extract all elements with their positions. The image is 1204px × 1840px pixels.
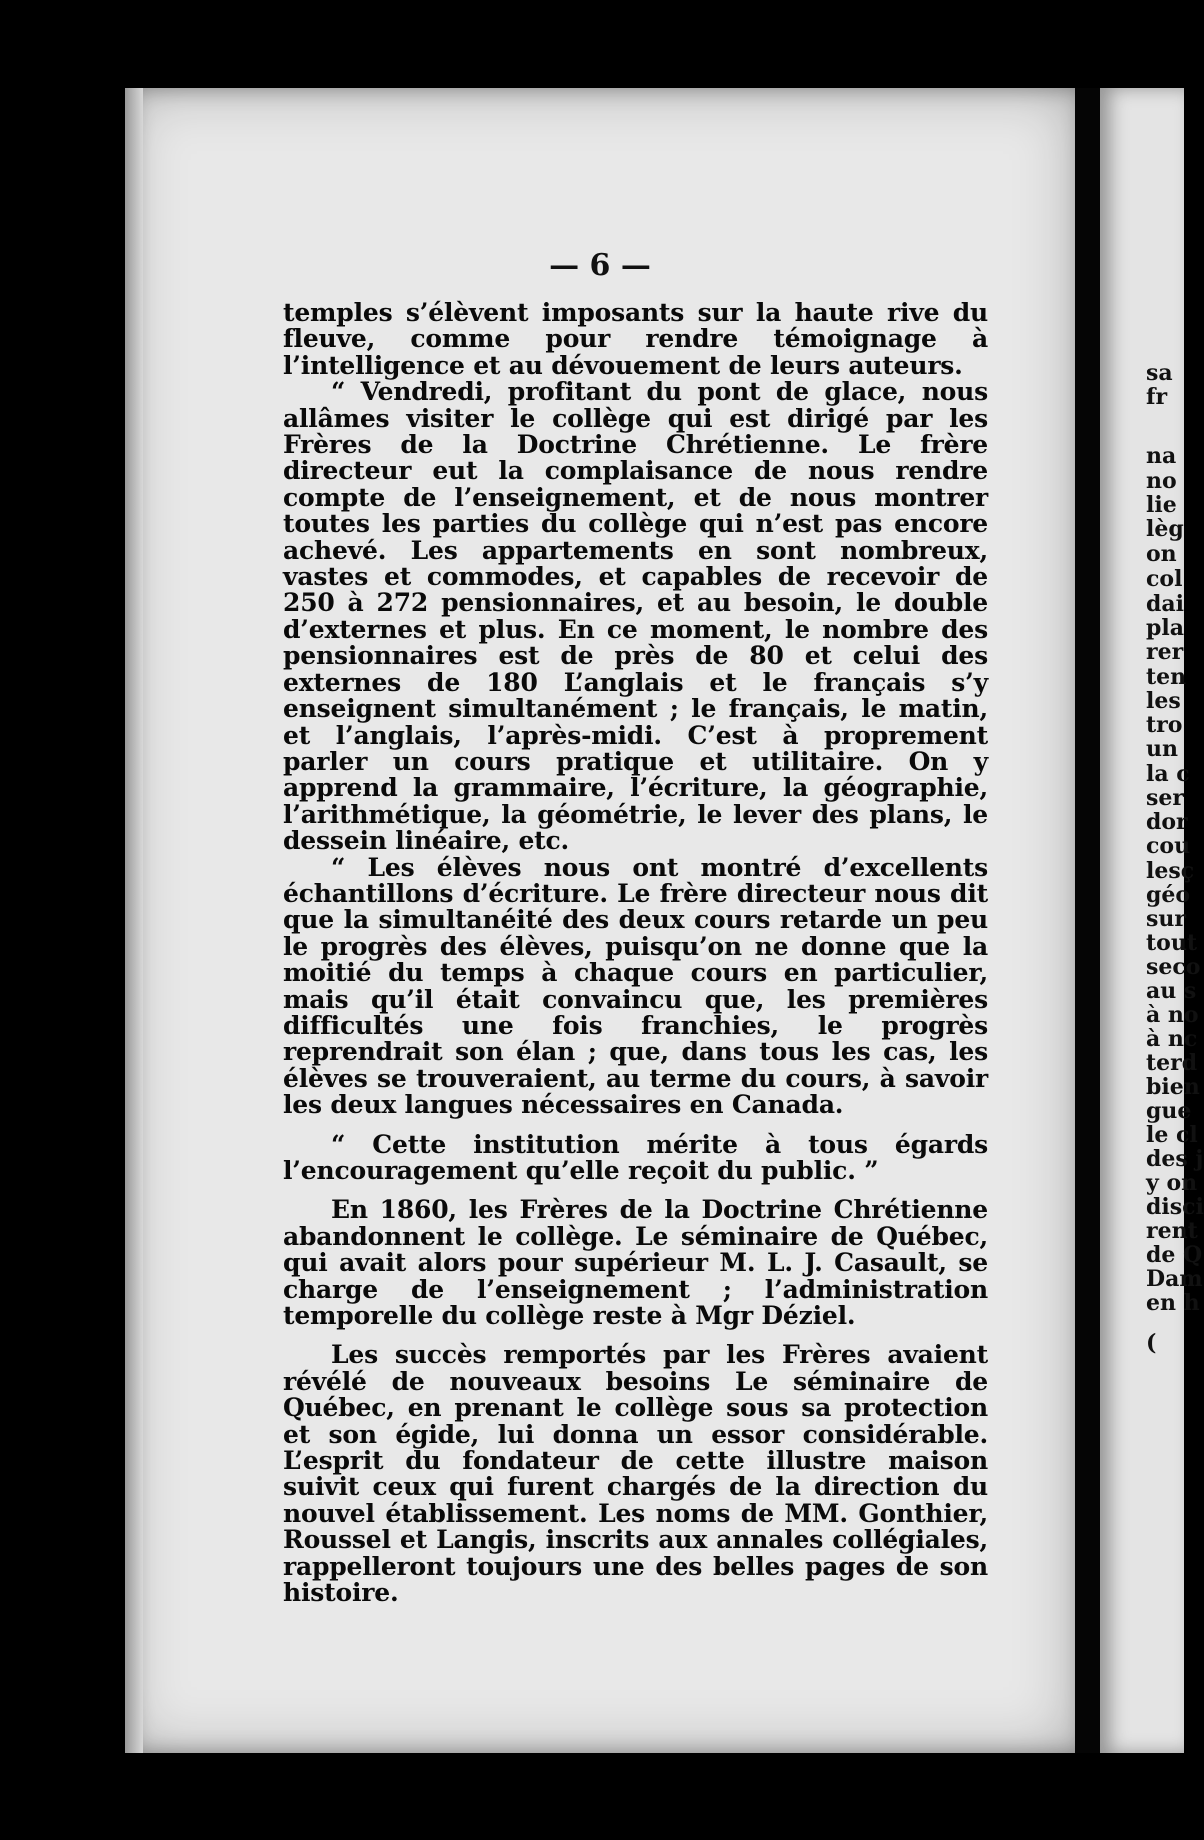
facing-page-fragment: terd [1146, 1050, 1198, 1076]
facing-page-fragment: en h [1146, 1290, 1200, 1316]
facing-page-fragment: lèg [1146, 516, 1184, 542]
facing-page-fragment: rent [1146, 1218, 1198, 1244]
facing-page-fragment: à nc [1146, 1026, 1198, 1052]
facing-page-fragment: no [1146, 468, 1177, 494]
facing-page-fragment: dor [1146, 809, 1188, 835]
facing-page-fragment: col [1146, 566, 1183, 592]
page-number: — 6 — [549, 248, 651, 283]
facing-page-fragment: au s [1146, 978, 1197, 1004]
facing-page-fragment: rer [1146, 639, 1184, 665]
facing-page-fragment: sa [1146, 360, 1173, 386]
facing-page-fragment: tro [1146, 712, 1183, 738]
facing-page-fragment: à no [1146, 1002, 1199, 1028]
facing-page-fragment: gue [1146, 1098, 1192, 1124]
facing-page-fragment: na [1146, 443, 1177, 469]
paragraph-5: En 1860, les Frères de la Doctrine Chrétienne abandonnent le collège. Le séminaire de Québec, qui avait alors pour supérieur M. L. J. Casault, se charge de l’enseignement ; l’administration temporelle du collège reste à Mgr Déziel. [283, 1195, 988, 1331]
book-page [125, 88, 1075, 1753]
facing-page-fragment: ser [1146, 785, 1184, 811]
body-text [283, 300, 988, 1607]
facing-page-fragment: tout [1146, 930, 1197, 956]
facing-page-fragment: on [1146, 541, 1177, 567]
facing-page-edge [1100, 88, 1204, 1753]
paragraph-6: Les succès remportés par les Frères avaient révélé de nouveaux besoins Le séminaire de Québec, en prenant le collège sous sa protection et son égide, lui donna un essor considérable. L’esprit du fondateur de cette illustre maison suivit ceux qui furent chargés de la direction du nouvel établissement. Les noms de MM. Gonthier, Roussel et Langis, inscrits aux annales collégiales, rappelleront toujours une des belles pages de son histoire. [283, 1340, 988, 1608]
facing-page-fragment: lesç [1146, 858, 1195, 884]
facing-page-fragment: bien [1146, 1074, 1200, 1100]
facing-page-fragment: des j [1146, 1146, 1204, 1172]
facing-page-fragment: cou [1146, 833, 1191, 859]
facing-page-fragment: y on [1146, 1170, 1198, 1196]
facing-page-fragment: disci [1146, 1194, 1204, 1220]
facing-page-fragment: ten [1146, 664, 1187, 690]
facing-page-fragment: ( [1146, 1330, 1157, 1356]
facing-page-fragment: les [1146, 688, 1181, 714]
paragraph-1: temples s’élèvent imposants sur la haute rive du fleuve, comme pour rendre témoignage à l’intelligence et au dévouement de leurs auteurs. [283, 298, 988, 380]
facing-page-fragment: géo [1146, 882, 1191, 908]
facing-page-fragment: dai [1146, 591, 1184, 617]
facing-page-fragment: la c [1146, 761, 1190, 787]
paragraph-3: “ Les élèves nous ont montré d’excellents échantillons d’écriture. Le frère directeur nous dit que la simultanéité des deux cours retarde un peu le progrès des élèves, puisqu’on ne donne que la moitié du temps à chaque cours en particulier, mais qu’il était convaincu que, les premières difficultés une fois franchies, le progrès reprendrait son élan ; que, dans tous les cas, les élèves se trouveraient, au terme du cours, à savoir les deux langues nécessaires en Canada. [283, 852, 988, 1120]
facing-page-fragment: seco [1146, 954, 1201, 980]
facing-page-fragment: un [1146, 736, 1178, 762]
facing-page-fragment: sur [1146, 906, 1186, 932]
facing-page-fragment: le cl [1146, 1122, 1198, 1148]
facing-page-fragment: fr [1146, 384, 1168, 410]
paragraph-4: “ Cette institution mérite à tous égards l’encouragement qu’elle reçoit du public. ” [283, 1129, 988, 1185]
paragraph-2: “ Vendredi, profitant du pont de glace, nous allâmes visiter le collège qui est dirigé par les Frères de la Doctrine Chrétienne. Le frère directeur eut la complaisance de nous rendre compte de l’enseignement, et de nous montrer toutes les parties du collège qui n’est pas encore achevé. Les appartements en sont nombreux, vastes et commodes, et capables de recevoir de 250 à 272 pensionnaires, et au besoin, le double d’externes et plus. En ce moment, le nombre des pensionnaires est de près de 80 et celui des externes de 180 L’anglais et le français s’y enseignent simultanément ; le français, le matin, et l’anglais, l’après-midi. C’est à proprement parler un cours pratique et utilitaire. On y apprend la grammaire, l’écriture, la géographie, l’arithmétique, la géométrie, le lever des plans, le dessein linéaire, etc. [283, 377, 988, 856]
facing-page-fragment: de Q [1146, 1242, 1203, 1268]
facing-page-fragment: pla [1146, 615, 1184, 641]
facing-page-fragment: Dam [1146, 1266, 1203, 1292]
book-gutter [1075, 88, 1100, 1753]
facing-page-fragment: lie [1146, 492, 1177, 518]
